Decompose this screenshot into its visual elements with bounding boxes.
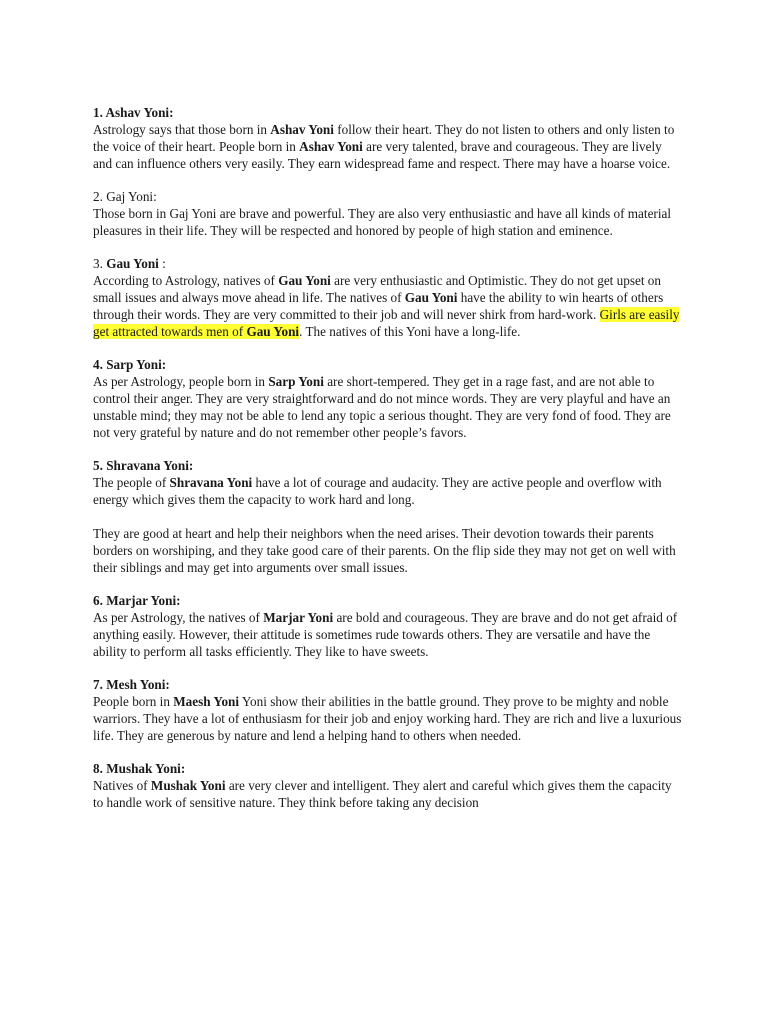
section-heading: 3. Gau Yoni :: [93, 256, 166, 271]
section-ashav-yoni: [93, 104, 683, 172]
section-mushak-yoni: [93, 760, 683, 811]
section-paragraph: According to Astrology, natives of Gau Yoni are very enthusiastic and Optimistic. They do not get upset on small issues and always move ahead in life. The natives of Gau Yoni have the ability to win hearts of others through their words. They are very committed to their job and will never shirk from hard-work. Girls are easily get attracted towards men of Gau Yoni. The natives of this Yoni have a long-life.: [93, 273, 680, 339]
section-sarp-yoni: [93, 356, 683, 441]
section-heading: 4. Sarp Yoni:: [93, 357, 167, 372]
section-heading: 1. Ashav Yoni:: [93, 105, 174, 120]
section-paragraph: Those born in Gaj Yoni are brave and powerful. They are also very enthusiastic and have all kinds of material pleasures in their life. They will be respected and honored by people of high station and eminence.: [93, 206, 672, 238]
section-paragraph: As per Astrology, the natives of Marjar Yoni are bold and courageous. They are brave and do not get afraid of anything easily. However, their attitude is sometimes rude towards others. They are versatile and have the ability to perform all tasks efficiently. They like to have sweets.: [93, 610, 678, 659]
section-shravana-yoni: [93, 457, 683, 576]
section-heading: 5. Shravana Yoni:: [93, 458, 194, 473]
section-marjar-yoni: [93, 592, 683, 660]
section-paragraph: Natives of Mushak Yoni are very clever and intelligent. They alert and careful which gives them the capacity to handle work of sensitive nature. They think before taking any decision: [93, 778, 672, 810]
section-paragraph: They are good at heart and help their neighbors when the need arises. Their devotion towards their parents borders on worshiping, and they take good care of their parents. On the flip side they may not get on well with their siblings and may get into arguments over small issues.: [93, 526, 676, 575]
section-paragraph: Astrology says that those born in Ashav Yoni follow their heart. They do not listen to others and only listen to the voice of their heart. People born in Ashav Yoni are very talented, brave and courageous. They are lively and can influence others very easily. They earn widespread fame and respect. There may have a hoarse voice.: [93, 122, 675, 171]
section-paragraph: The people of Shravana Yoni have a lot of courage and audacity. They are active people and overflow with energy which gives them the capacity to work hard and long.: [93, 475, 662, 507]
document-page: [93, 104, 683, 827]
section-heading: 7. Mesh Yoni:: [93, 677, 170, 692]
section-heading: 6. Marjar Yoni:: [93, 593, 181, 608]
section-mesh-yoni: [93, 676, 683, 744]
section-heading: 8. Mushak Yoni:: [93, 761, 186, 776]
highlighted-text: Girls are easily get attracted towards men of Gau Yoni: [93, 307, 680, 339]
section-gaj-yoni: [93, 188, 683, 239]
section-heading: 2. Gaj Yoni:: [93, 189, 157, 204]
section-paragraph: People born in Maesh Yoni Yoni show their abilities in the battle ground. They prove to be mighty and noble warriors. They have a lot of enthusiasm for their job and enjoy working hard. They are rich and live a luxurious life. They are generous by nature and lend a helping hand to others when needed.: [93, 694, 682, 743]
section-gau-yoni: [93, 255, 683, 340]
section-paragraph: As per Astrology, people born in Sarp Yoni are short-tempered. They get in a rage fast, and are not able to control their anger. They are very straightforward and do not mince words. They are very playful and have an unstable mind; they may not be able to lend any topic a serious thought. They are very fond of food. They are not very grateful by nature and do not remember other people’s favors.: [93, 374, 671, 440]
